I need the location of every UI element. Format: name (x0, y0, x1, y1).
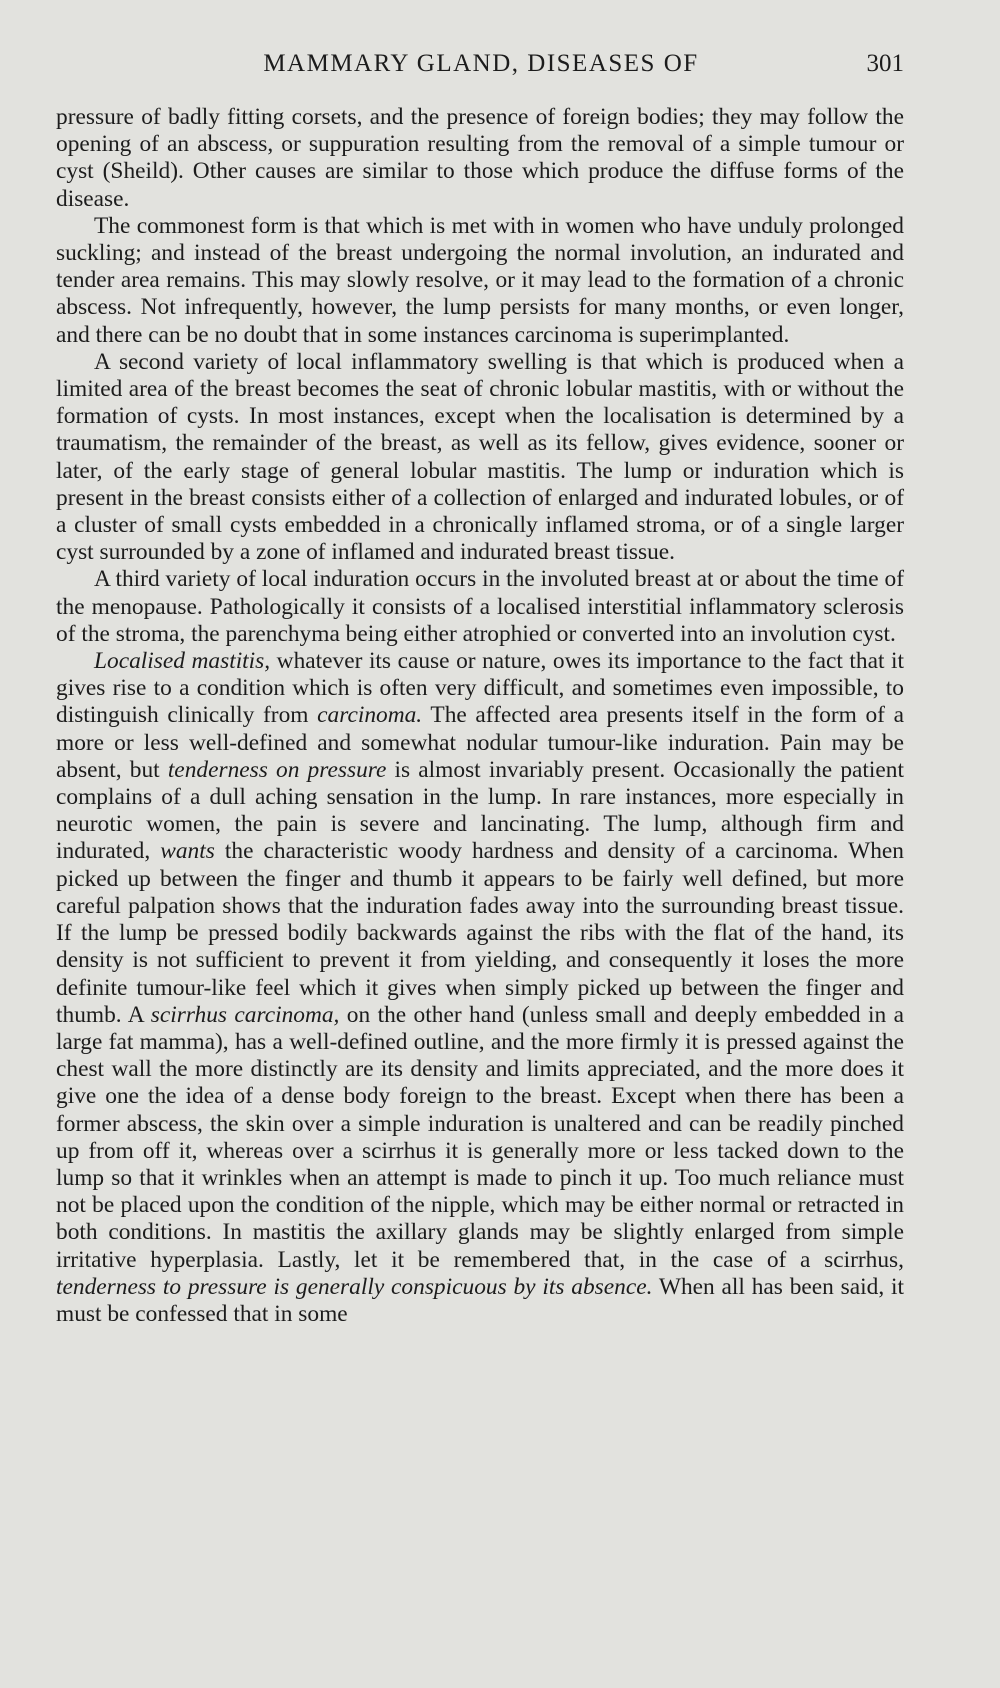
text-run: whatever its cause or nature, owes its importance to the fact that it gives rise to a condition which is often very difficult, and sometimes even impossible, to distinguish clinically from (56, 648, 904, 729)
text-run: on the other hand (unless small and deeply embedded in a large fat mamma), has a well-defined outline, and the more firmly it is pressed against the chest wall the more distinctly are its density and limits appreciated, and the more does it give one the idea of a dense body foreign to the breast. Except when there has been a former abscess, the skin over a simple induration is unaltered and can be readily pinched up from off it, whereas over a scirrhus it is generally more or less tacked down to the lump so that it wrinkles when an attempt is made to pinch it up. Too much reliance must not be placed upon the condition of the nipple, which may be either normal or retracted in both conditions. In mastitis the axillary glands may be slightly enlarged from simple irritative hyperplasia. Lastly, let it be remembered that, in the case of a scirrhus, (56, 1001, 904, 1273)
italic-term: carcinoma. (317, 702, 423, 729)
text-run: the characteristic woody hardness and density of a carcinoma. When picked up between the finger and thumb it appears to be fairly well defined, but more careful palpation shows that the induration fades away into the surrounding breast tissue. If the lump be pressed bodily backwards against the ribs with the flat of the hand, its density is not sufficient to prevent it from yielding, and consequently it loses the more definite tumour-like feel which it gives when simply picked up between the finger and thumb. A (56, 838, 904, 1028)
paragraph-3: A second variety of local inflammatory swelling is that which is produced when a limited area of the breast becomes the seat of chronic lobular mastitis, with or without the formation of cysts. In most instances, except when the localisation is determined by a traumatism, the remainder of the breast, as well as its fellow, gives evidence, sooner or later, of the early stage of general lobular mastitis. The lump or induration which is present in the breast consists either of a collection of enlarged and indurated lobules, or of a cluster of small cysts embedded in a chronically inflamed stroma, or of a single larger cyst surrounded by a zone of inflamed and indurated breast tissue. (56, 348, 904, 566)
italic-term: tenderness to pressure is generally conspicuous by its absence. (56, 1273, 653, 1300)
paragraph-4: A third variety of local induration occurs in the involuted breast at or about the time of the menopause. Pathologically it consists of a localised interstitial inflammatory sclerosis of the stroma, the parenchyma being either atrophied or converted into an involution cyst. (56, 566, 904, 647)
paragraph-5 (56, 648, 904, 1328)
text-run: is almost invariably present. Occasionally the patient complains of a dull aching sensation in the lump. In rare instances, more especially in neurotic women, the pain is severe and lancinating. The lump, although firm and indurated, (56, 756, 904, 865)
page-header (58, 50, 904, 84)
italic-term: tenderness on pressure (167, 756, 387, 783)
italic-term: Localised mastitis, (94, 648, 271, 675)
italic-term: wants (160, 838, 215, 865)
running-title: MAMMARY GLAND, DISEASES OF (263, 50, 699, 77)
paragraph-1: pressure of badly fitting corsets, and the presence of foreign bodies; they may follow the opening of an abscess, or suppuration resulting from the removal of a simple tumour or cyst (Sheild). Other causes are similar to those which produce the diffuse forms of the disease. (56, 104, 904, 212)
paragraph-2: The commonest form is that which is met with in women who have unduly prolonged suckling; and instead of the breast undergoing the normal involution, an indurated and tender area remains. This may slowly resolve, or it may lead to the formation of a chronic abscess. Not infrequently, however, the lump persists for many months, or even longer, and there can be no doubt that in some instances carcinoma is superimplanted. (56, 212, 904, 348)
body-text (56, 104, 904, 1328)
page-number: 301 (866, 50, 904, 77)
text-run: When all has been said, it must be confessed that in some (56, 1273, 905, 1327)
italic-term: scirrhus carcinoma, (150, 1001, 340, 1028)
text-run: The affected area presents itself in the form of a more or less well-defined and somewhat nodular tumour-like induration. Pain may be absent, but (56, 702, 904, 783)
